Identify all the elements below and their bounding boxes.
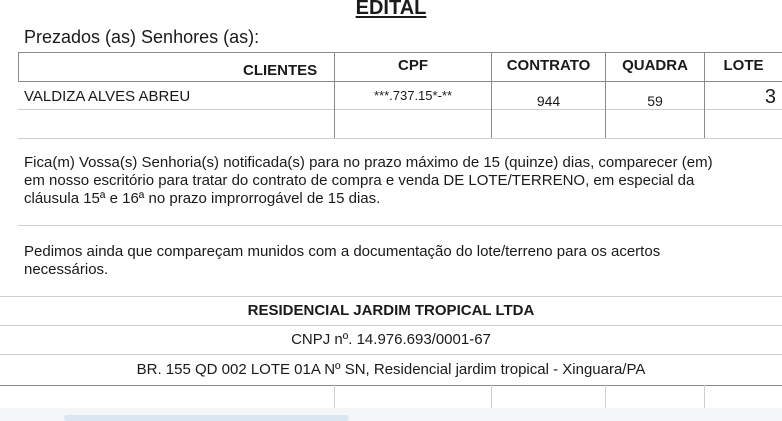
request-line-1: Pedimos ainda que compareçam munidos com a documentação do lote/terreno para os acertos — [24, 243, 661, 260]
header-lote: LOTE — [723, 57, 764, 74]
table-left-border — [18, 52, 19, 81]
company-address: BR. 155 QD 002 LOTE 01A Nº SN, Residencial jardim tropical - Xinguara/PA — [136, 361, 646, 378]
header-cpf: CPF — [398, 57, 428, 74]
table-top-border — [18, 52, 782, 53]
document-title: EDITAL — [355, 0, 427, 19]
request-line-2: necessários. — [24, 261, 109, 278]
section-divider — [0, 354, 782, 355]
cell-cliente: VALDIZA ALVES ABREU — [24, 88, 191, 105]
notice-line-1: Fica(m) Vossa(s) Senhoria(s) notificada(s) para no prazo máximo de 15 (quinze) dias, comparecer (em) — [24, 154, 713, 171]
cell-cpf: ***.737.15*-** — [373, 88, 453, 103]
company-name: RESIDENCIAL JARDIM TROPICAL LTDA — [247, 302, 535, 319]
company-cnpj: CNPJ nº. 14.976.693/0001-67 — [291, 331, 491, 348]
section-divider — [0, 296, 782, 297]
table-bottom-border — [18, 138, 782, 139]
table-header-divider — [18, 81, 782, 82]
section-divider — [0, 325, 782, 326]
header-quadra: QUADRA — [622, 57, 688, 74]
section-divider — [18, 225, 782, 226]
greeting: Prezados (as) Senhores (as): — [24, 27, 260, 47]
cell-lote: 3 — [764, 86, 776, 108]
table-row-divider — [18, 109, 782, 110]
section-divider — [0, 385, 782, 386]
cell-quadra: 59 — [647, 93, 663, 109]
request-paragraph — [24, 243, 769, 279]
header-clientes: CLIENTES — [243, 62, 318, 79]
notice-line-2: em nosso escritório para tratar do contrato de compra e venda DE LOTE/TERRENO, em especial da — [24, 172, 695, 189]
notice-line-3: cláusula 15ª e 16ª no prazo improrrogável de 15 dias. — [24, 190, 381, 207]
cell-contrato: 944 — [536, 93, 561, 109]
header-contrato: CONTRATO — [506, 57, 591, 74]
notice-paragraph — [24, 154, 769, 208]
scroll-indicator[interactable] — [64, 415, 349, 421]
